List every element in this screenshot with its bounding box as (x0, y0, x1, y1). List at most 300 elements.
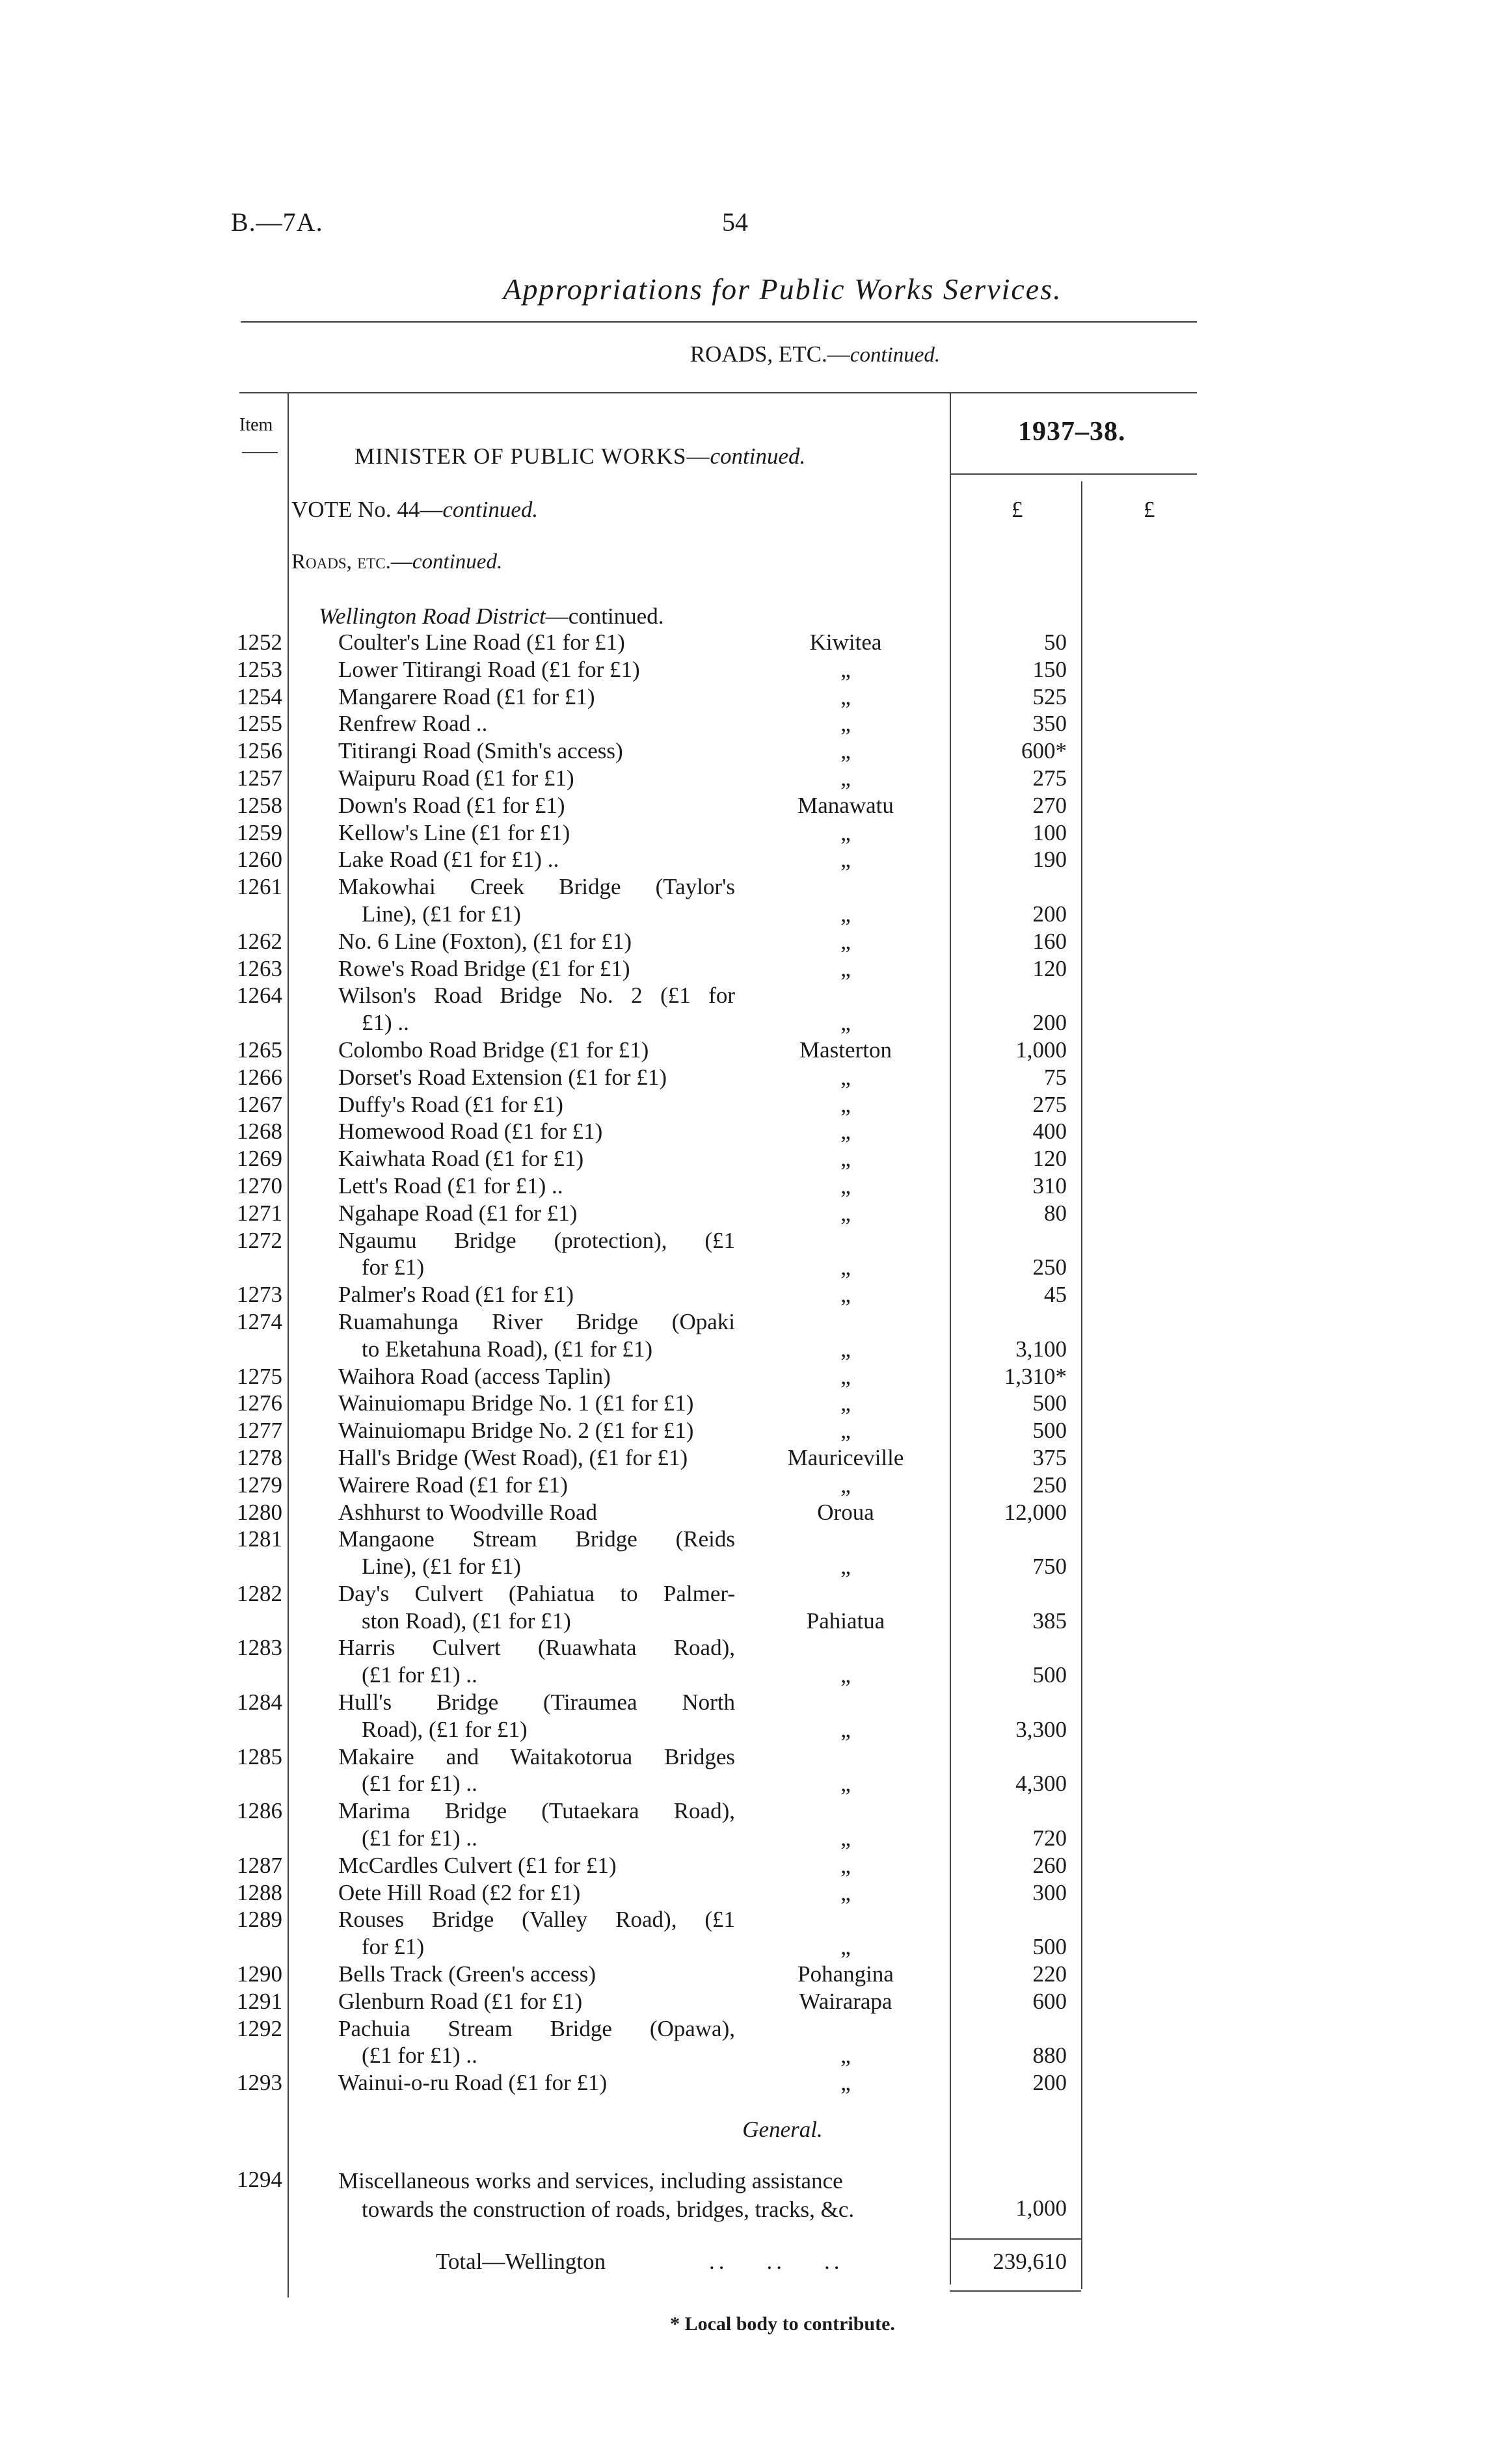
item-amount: 50 (1044, 629, 1067, 655)
item-location: „ (840, 1336, 851, 1362)
item-amount: 190 (1032, 847, 1067, 873)
item-amount: 80 (1044, 1200, 1067, 1226)
item-description (338, 1797, 735, 1852)
item-description (338, 819, 735, 847)
total-bottom-rule (950, 2290, 1081, 2292)
footnote: * Local body to contribute. (670, 2313, 895, 2335)
total-top-rule (950, 2238, 1081, 2240)
item-number: 1268 (237, 1119, 282, 1145)
item-amount: 200 (1032, 901, 1067, 927)
description-text: Ruamahunga River Bridge (Opaki (338, 1308, 735, 1334)
item-description (338, 1689, 735, 1743)
item-number: 1253 (237, 656, 282, 682)
item-location: Oroua (817, 1499, 874, 1525)
pound-symbol-1: £ (1011, 497, 1023, 522)
description-line (338, 1961, 735, 1988)
description-line (338, 1933, 735, 1961)
table-row (0, 1118, 1487, 1145)
item-amount: 500 (1032, 1662, 1067, 1688)
item-description (338, 1499, 735, 1526)
description-text: (£1 for £1) .. (362, 1825, 477, 1851)
table-top-rule (239, 392, 1197, 393)
description-line (338, 1118, 735, 1145)
district-heading (319, 603, 663, 629)
item-location: Pahiatua (806, 1608, 885, 1634)
item-number: 1267 (237, 1091, 282, 1117)
description-line (338, 683, 735, 711)
item-description (338, 982, 735, 1037)
description-text: Makowhai Creek Bridge (Taylor's (338, 874, 735, 900)
roads-heading (291, 550, 502, 574)
item-number: 1272 (237, 1227, 282, 1253)
item-amount: 275 (1032, 1091, 1067, 1117)
description-line (338, 1336, 735, 1363)
item-number: 1269 (237, 1146, 282, 1172)
description-text: Ngahape Road (£1 for £1) (338, 1200, 578, 1226)
description-text: Bells Track (Green's access) (338, 1961, 596, 1987)
item-location: „ (840, 847, 851, 873)
description-text: Day's Culvert (Pahiatua to Palmer- (338, 1580, 735, 1606)
item-description (338, 873, 735, 928)
item-column-header: Item (239, 415, 273, 435)
table-row (0, 819, 1487, 847)
item-description (338, 737, 735, 765)
table-row (0, 629, 1487, 656)
item-number: 1260 (237, 847, 282, 873)
item-amount: 525 (1032, 683, 1067, 709)
item-header-dash (242, 452, 278, 453)
item-amount: 250 (1032, 1254, 1067, 1280)
table-row (0, 1499, 1487, 1526)
item-number: 1290 (237, 1961, 282, 1987)
description-text: Kaiwhata Road (£1 for £1) (338, 1146, 584, 1172)
description-line (338, 1254, 735, 1281)
item-location: „ (840, 2070, 851, 2096)
item-number: 1273 (237, 1282, 282, 1308)
item-amount: 150 (1032, 656, 1067, 682)
item-number: 1263 (237, 955, 282, 981)
item-location: „ (840, 1064, 851, 1090)
table-row (0, 1200, 1487, 1227)
description-line (338, 737, 735, 765)
item-amount: 160 (1032, 928, 1067, 954)
item-number: 1265 (237, 1037, 282, 1063)
item-number: 1277 (237, 1418, 282, 1444)
table-row (0, 2069, 1487, 2097)
description-line (338, 1363, 735, 1390)
item-location: Masterton (799, 1037, 892, 1063)
general-heading: General. (742, 2117, 823, 2142)
item-number: 1270 (237, 1172, 282, 1199)
item-number: 1283 (237, 1635, 282, 1661)
table-row (0, 1390, 1487, 1417)
item-location: „ (840, 1254, 851, 1280)
item-location: „ (840, 1879, 851, 1905)
description-line (338, 982, 735, 1009)
description-line (338, 1879, 735, 1907)
table-row (0, 2015, 1487, 2070)
description-text: Mangarere Road (£1 for £1) (338, 683, 595, 709)
item-description (338, 1526, 735, 1580)
description-text: Harris Culvert (Ruawhata Road), (338, 1635, 735, 1661)
item-description (338, 792, 735, 819)
item-description (338, 1852, 735, 1879)
item-number: 1289 (237, 1907, 282, 1933)
item-location: Manawatu (797, 792, 894, 818)
item-number: 1254 (237, 683, 282, 709)
item-number: 1288 (237, 1879, 282, 1905)
item-amount: 45 (1044, 1282, 1067, 1308)
description-line (338, 1281, 735, 1308)
item-amount: 200 (1032, 1010, 1067, 1036)
item-amount: 3,100 (1015, 1336, 1067, 1362)
item-description (338, 710, 735, 737)
item-description (338, 1091, 735, 1119)
description-text: Titirangi Road (Smith's access) (338, 738, 623, 764)
item-location: „ (840, 1363, 851, 1389)
item-amount: 270 (1032, 792, 1067, 818)
item-location: „ (840, 1554, 851, 1580)
description-line (338, 846, 735, 873)
item-description (338, 846, 735, 873)
item-description (338, 683, 735, 711)
item-location: „ (840, 1472, 851, 1498)
description-text: Line), (£1 for £1) (362, 1554, 521, 1580)
item-number: 1256 (237, 738, 282, 764)
table-row (0, 1797, 1487, 1852)
item-location: „ (840, 1771, 851, 1797)
description-text: Renfrew Road .. (338, 711, 488, 737)
subtitle-text: ROADS, ETC.— (690, 341, 850, 367)
table-row (0, 683, 1487, 711)
item-number: 1266 (237, 1064, 282, 1090)
item-number: 1285 (237, 1743, 282, 1769)
description-line (338, 873, 735, 901)
item-number: 1252 (237, 629, 282, 655)
item-amount: 120 (1032, 955, 1067, 981)
table-row (0, 1037, 1487, 1064)
item-amount: 3,300 (1015, 1716, 1067, 1742)
description-text: Lake Road (£1 for £1) .. (338, 847, 559, 873)
description-line (338, 1852, 735, 1879)
description-line (338, 1009, 735, 1037)
description-text: (£1 for £1) .. (362, 1662, 477, 1688)
item-amount: 500 (1032, 1390, 1067, 1416)
table-row (0, 710, 1487, 737)
item-amount: 100 (1032, 819, 1067, 845)
table-row (0, 1526, 1487, 1580)
description-line (338, 1390, 735, 1417)
description-line (338, 656, 735, 683)
item-description (338, 1037, 735, 1064)
description-text: £1) .. (362, 1010, 409, 1036)
general-line-2: towards the construction of roads, bridges, tracks, &c. (362, 2197, 855, 2222)
table-row (0, 982, 1487, 1037)
item-location: „ (840, 1852, 851, 1878)
item-amount: 310 (1032, 1172, 1067, 1199)
item-amount: 385 (1032, 1608, 1067, 1634)
description-text: Hall's Bridge (West Road), (£1 for £1) (338, 1444, 688, 1470)
description-text: Homewood Road (£1 for £1) (338, 1119, 603, 1145)
item-location: Kiwitea (809, 629, 882, 655)
minister-text: MINISTER OF PUBLIC WORKS— (355, 444, 710, 469)
item-location: „ (840, 1934, 851, 1960)
table-row (0, 1580, 1487, 1635)
description-text: Colombo Road Bridge (£1 for £1) (338, 1037, 649, 1063)
item-location: „ (840, 711, 851, 737)
table-row (0, 1906, 1487, 1961)
description-text: Ngaumu Bridge (protection), (£1 (338, 1227, 735, 1253)
description-text: Pachuia Stream Bridge (Opawa), (338, 2015, 735, 2041)
item-location: Wairarapa (799, 1988, 892, 2014)
item-location: „ (840, 955, 851, 981)
item-number: 1278 (237, 1444, 282, 1470)
item-amount: 1,310* (1004, 1363, 1067, 1389)
table-row (0, 846, 1487, 873)
item-location: „ (840, 1662, 851, 1688)
description-line (338, 629, 735, 656)
description-line (338, 1526, 735, 1553)
table-row (0, 1444, 1487, 1472)
description-line (338, 1906, 735, 1933)
description-text: (£1 for £1) .. (362, 1771, 477, 1797)
year-underline (950, 473, 1197, 475)
item-description (338, 2069, 735, 2097)
table-row (0, 656, 1487, 683)
title-rule (241, 321, 1197, 323)
description-text: for £1) (362, 1934, 425, 1960)
description-line (338, 765, 735, 792)
item-number: 1281 (237, 1526, 282, 1552)
table-row (0, 1308, 1487, 1363)
item-number: 1258 (237, 792, 282, 818)
table-row (0, 1091, 1487, 1119)
item-amount: 1,000 (1015, 1037, 1067, 1063)
item-description (338, 1308, 735, 1363)
item-location: „ (840, 656, 851, 682)
item-description (338, 1227, 735, 1282)
description-line (338, 1988, 735, 2015)
item-description (338, 955, 735, 983)
item-description (338, 1444, 735, 1472)
item-number: 1292 (237, 2015, 282, 2041)
document-code: B.—7A. (231, 207, 323, 237)
table-row (0, 955, 1487, 983)
item-location: „ (840, 1418, 851, 1444)
item-location: „ (840, 819, 851, 845)
table-row (0, 1689, 1487, 1743)
item-description (338, 1472, 735, 1499)
description-text: Lower Titirangi Road (£1 for £1) (338, 656, 640, 682)
district-continued: —continued. (545, 603, 664, 629)
description-line (338, 2042, 735, 2069)
description-line (338, 2015, 735, 2043)
description-text: Hull's Bridge (Tiraumea North (338, 1689, 735, 1716)
description-text: Wainui-o-ru Road (£1 for £1) (338, 2070, 608, 2096)
table-row (0, 1281, 1487, 1308)
table-row (0, 928, 1487, 955)
item-description (338, 1988, 735, 2015)
item-description (338, 629, 735, 656)
description-line (338, 1145, 735, 1172)
description-text: Marima Bridge (Tutaekara Road), (338, 1798, 735, 1824)
item-number: 1274 (237, 1308, 282, 1334)
table-row (0, 765, 1487, 792)
appropriation-rows (0, 629, 1487, 2097)
description-text: ston Road), (£1 for £1) (362, 1608, 571, 1634)
description-text: Dorset's Road Extension (£1 for £1) (338, 1064, 667, 1090)
item-location: „ (840, 1146, 851, 1172)
description-line (338, 1064, 735, 1091)
description-line (338, 901, 735, 928)
table-row (0, 873, 1487, 928)
description-line (338, 1444, 735, 1472)
description-text: Palmer's Road (£1 for £1) (338, 1282, 574, 1308)
description-text: Waihora Road (access Taplin) (338, 1363, 611, 1389)
item-number: 1261 (237, 874, 282, 900)
subtitle-continued: continued. (850, 343, 941, 367)
description-text: Kellow's Line (£1 for £1) (338, 819, 570, 845)
description-line (338, 1472, 735, 1499)
item-description (338, 1634, 735, 1689)
description-line (338, 1499, 735, 1526)
item-description (338, 1390, 735, 1417)
item-amount: 220 (1032, 1961, 1067, 1987)
item-number: 1284 (237, 1689, 282, 1716)
item-location: „ (840, 1716, 851, 1742)
description-text: for £1) (362, 1254, 425, 1280)
item-location: „ (840, 2043, 851, 2069)
vote-heading (291, 497, 538, 523)
item-description (338, 1580, 735, 1635)
item-location: „ (840, 765, 851, 791)
year-heading: 1937–38. (1018, 417, 1126, 447)
item-location: „ (840, 1172, 851, 1199)
item-number: 1280 (237, 1499, 282, 1525)
item-amount: 250 (1032, 1472, 1067, 1498)
description-line (338, 1689, 735, 1716)
item-description (338, 1417, 735, 1444)
description-line (338, 1580, 735, 1608)
table-row (0, 1743, 1487, 1798)
item-location: „ (840, 1825, 851, 1851)
item-description (338, 1281, 735, 1308)
district-name: Wellington Road District (319, 603, 546, 629)
table-row (0, 1145, 1487, 1172)
description-text: Wairere Road (£1 for £1) (338, 1472, 568, 1498)
description-line (338, 1716, 735, 1743)
item-amount: 600 (1032, 1988, 1067, 2014)
description-text: Wilson's Road Bridge No. 2 (£1 for (338, 983, 735, 1009)
description-text: Wainuiomapu Bridge No. 1 (£1 for £1) (338, 1390, 694, 1416)
table-row (0, 1634, 1487, 1689)
description-text: Duffy's Road (£1 for £1) (338, 1091, 563, 1117)
item-location: „ (840, 1282, 851, 1308)
vote-continued: continued. (442, 497, 539, 522)
table-row (0, 1472, 1487, 1499)
description-line (338, 792, 735, 819)
general-description (338, 2167, 940, 2224)
description-line (338, 1634, 735, 1662)
general-amount: 1,000 (1015, 2195, 1067, 2221)
description-line (338, 1770, 735, 1797)
page-title: Appropriations for Public Works Services. (503, 272, 1062, 306)
table-row (0, 1064, 1487, 1091)
item-location: „ (840, 1091, 851, 1117)
item-description (338, 1961, 735, 1988)
description-line (338, 1417, 735, 1444)
item-number: 1293 (237, 2070, 282, 2096)
description-line (338, 1553, 735, 1580)
table-row (0, 792, 1487, 819)
description-text: Rowe's Road Bridge (£1 for £1) (338, 955, 630, 981)
description-text: Makaire and Waitakotorua Bridges (338, 1743, 735, 1769)
item-amount: 260 (1032, 1852, 1067, 1878)
item-number: 1276 (237, 1390, 282, 1416)
description-text: Oete Hill Road (£2 for £1) (338, 1879, 581, 1905)
item-location: „ (840, 1010, 851, 1036)
item-number: 1282 (237, 1580, 282, 1606)
item-description (338, 1172, 735, 1200)
item-amount: 300 (1032, 1879, 1067, 1905)
description-text: Ashhurst to Woodville Road (338, 1499, 598, 1525)
item-amount: 200 (1032, 2070, 1067, 2096)
total-leader-dots: .. .. .. (709, 2249, 844, 2274)
total-label: Total—Wellington (436, 2249, 606, 2274)
item-amount: 400 (1032, 1119, 1067, 1145)
item-number: 1264 (237, 983, 282, 1009)
item-amount: 350 (1032, 711, 1067, 737)
minister-continued: continued. (710, 444, 806, 469)
description-text: Lett's Road (£1 for £1) .. (338, 1172, 563, 1199)
item-amount: 12,000 (1004, 1499, 1067, 1525)
item-location: Pohangina (797, 1961, 894, 1987)
description-line (338, 1227, 735, 1254)
item-number: 1291 (237, 1988, 282, 2014)
table-row (0, 1227, 1487, 1282)
description-text: No. 6 Line (Foxton), (£1 for £1) (338, 928, 632, 954)
minister-heading (355, 444, 805, 470)
item-description (338, 1118, 735, 1145)
table-row (0, 1879, 1487, 1907)
roads-continued: continued. (412, 550, 503, 574)
item-number: 1286 (237, 1798, 282, 1824)
description-line (338, 819, 735, 847)
item-number: 1287 (237, 1852, 282, 1878)
item-number: 1255 (237, 711, 282, 737)
item-amount: 750 (1032, 1554, 1067, 1580)
item-description (338, 928, 735, 955)
description-line (338, 1091, 735, 1119)
page-number: 54 (722, 207, 748, 237)
item-number: 1271 (237, 1200, 282, 1226)
description-line (338, 2069, 735, 2097)
description-line (338, 1743, 735, 1771)
description-text: (£1 for £1) .. (362, 2043, 477, 2069)
description-line (338, 1825, 735, 1852)
table-row (0, 737, 1487, 765)
item-description (338, 1145, 735, 1172)
description-line (338, 1037, 735, 1064)
item-location: „ (840, 1390, 851, 1416)
description-line (338, 1200, 735, 1227)
description-line (338, 1608, 735, 1635)
description-text: Mangaone Stream Bridge (Reids (338, 1526, 735, 1552)
item-description (338, 1363, 735, 1390)
item-location: „ (840, 928, 851, 954)
item-amount: 880 (1032, 2043, 1067, 2069)
table-row (0, 1961, 1487, 1988)
